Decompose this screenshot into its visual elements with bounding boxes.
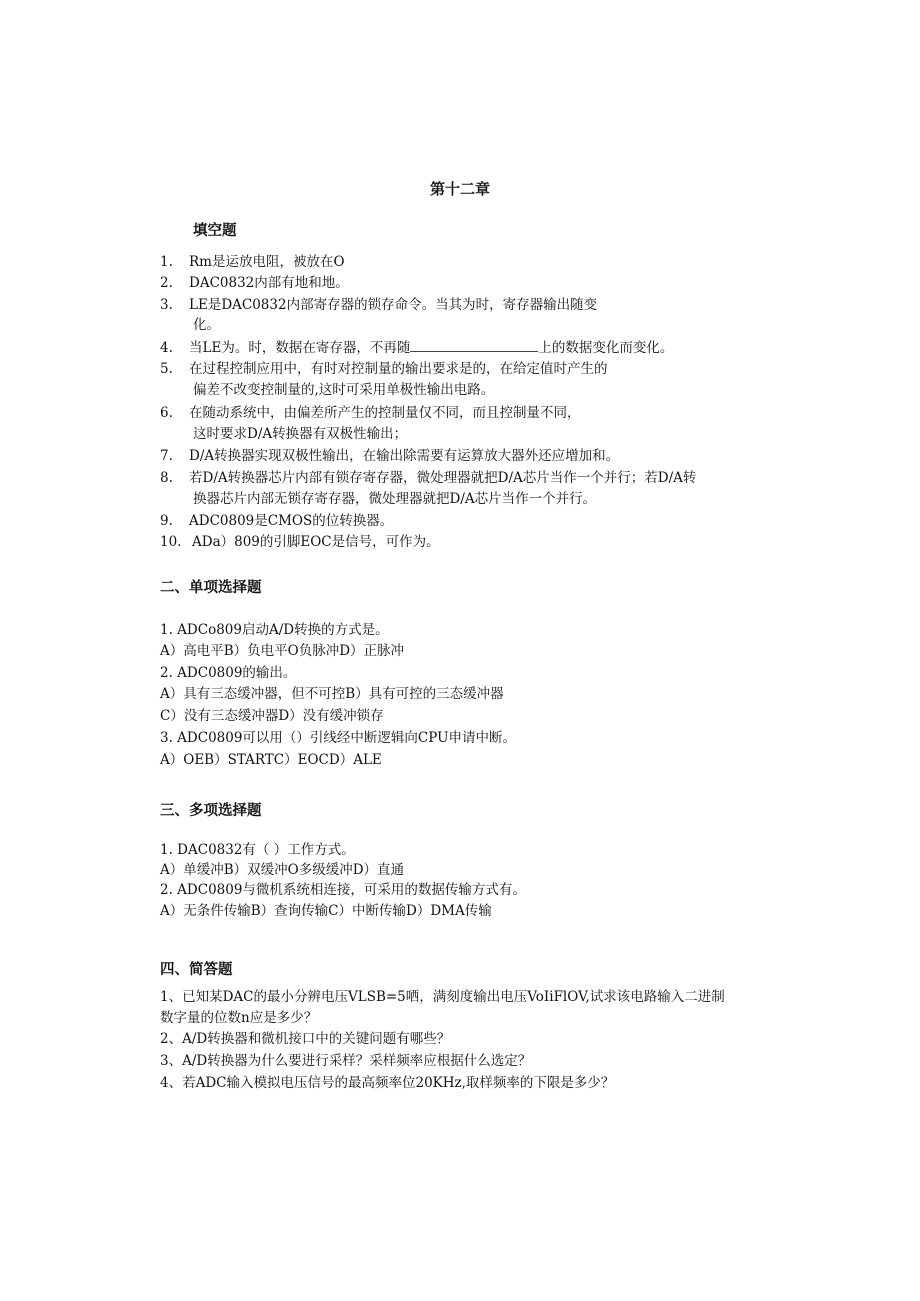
section-heading-multi: 三、多项选择题 — [160, 803, 262, 819]
fill-item-text: LE是DAC0832内部寄存器的锁存命令。当其为时，寄存器输出随变 — [189, 297, 598, 313]
fill-item-number: 7. — [160, 448, 173, 464]
single-choice-line: 1. ADCo809启动A/D转换的方式是。 — [160, 622, 389, 638]
fill-item-number: 10. — [160, 534, 182, 550]
section-heading-single: 二、单项选择题 — [160, 580, 262, 596]
single-choice-line: 3. ADC0809可以用（）引线经中断逻辑向CPU申请中断。 — [160, 730, 516, 746]
section-heading-short: 四、简答题 — [160, 962, 233, 978]
fill-item-number: 3. — [160, 297, 173, 313]
short-answer-line: 4、若ADC输入模拟电压信号的最高频率位20KHz,取样频率的下限是多少？ — [160, 1075, 615, 1091]
fill-item-text-after: 上的数据变化而变化。 — [538, 340, 674, 356]
fill-item-text-cont: 这时要求D/A转换器有双极性输出； — [193, 426, 408, 442]
fill-item-number: 6. — [160, 405, 173, 421]
fill-item-text: 若D/A转换器芯片内部有锁存寄存器，微处理器就把D/A芯片当作一个并行；若D/A转 — [189, 470, 697, 486]
single-choice-line: A）高电平B）负电平O负脉冲D）正脉冲 — [160, 643, 405, 659]
chapter-title: 第十二章 — [429, 180, 490, 198]
fill-item-text: Rm是运放电阻，被放在O — [189, 254, 345, 270]
fill-item-text-cont: 偏差不改变控制量的,这时可采用单极性输出电路。 — [193, 382, 495, 398]
fill-item-number: 4. — [160, 340, 173, 356]
fill-item-text: ADC0809是CMOS的位转换器。 — [189, 513, 394, 529]
fill-item-text-cont: 化。 — [193, 317, 220, 333]
short-answer-line: 数字量的位数n应是多少？ — [160, 1010, 318, 1026]
fill-item-text-cont: 换器芯片内部无锁存寄存器，微处理器就把D/A芯片当作一个并行。 — [193, 491, 597, 507]
answer-blank — [410, 338, 538, 352]
fill-item-text: 在随动系统中，由偏差所产生的控制量仅不同，而且控制量不同， — [189, 405, 581, 421]
multi-choice-line: A）单缓冲B）双缓冲O多级缓冲D）直通 — [160, 862, 405, 878]
fill-item-text: 在过程控制应用中，有时对控制量的输出要求是的，在给定值时产生的 — [189, 361, 608, 377]
single-choice-line: A）OEB）STARTC）EOCD）ALE — [160, 752, 382, 768]
fill-item-number: 2. — [160, 275, 173, 291]
multi-choice-line: 2. ADC0809与微机系统相连接，可采用的数据传输方式有。 — [160, 882, 526, 898]
single-choice-line: 2. ADC0809的输出。 — [160, 665, 297, 681]
single-choice-line: A）具有三态缓冲器，但不可控B）具有可控的三态缓冲器 — [160, 686, 504, 702]
fill-item-number: 1. — [160, 254, 173, 270]
short-answer-line: 2、A/D转换器和微机接口中的关键问题有哪些？ — [160, 1031, 451, 1047]
fill-item-text: ADa）809的引脚EOC是信号，可作为。 — [192, 534, 440, 550]
fill-item-number: 5. — [160, 361, 173, 377]
section-heading-fill: 填空题 — [193, 223, 237, 239]
short-answer-line: 1、已知某DAC的最小分辨电压VLSB=5哂，满刻度输出电压VoIiFlOV,试求该电路输入二进制 — [160, 989, 725, 1005]
fill-item-text: DAC0832内部有地和地。 — [189, 275, 349, 291]
fill-item-text: D/A转换器实现双极性输出，在输出除需要有运算放大器外还应增加和。 — [189, 448, 620, 464]
multi-choice-line: 1. DAC0832有（ ）工作方式。 — [160, 842, 355, 858]
short-answer-line: 3、A/D转换器为什么要进行采样？采样频率应根据什么选定？ — [160, 1053, 532, 1069]
fill-item-number: 9. — [160, 513, 173, 529]
multi-choice-line: A）无条件传输B）查询传输C）中断传输D）DMA传输 — [160, 903, 492, 919]
fill-item-text-before: 当LE为。时，数据在寄存器，不再随 — [189, 340, 411, 356]
single-choice-line: C）没有三态缓冲器D）没有缓冲锁存 — [160, 708, 384, 724]
fill-item-number: 8. — [160, 470, 173, 486]
fill-item-text — [189, 338, 673, 358]
